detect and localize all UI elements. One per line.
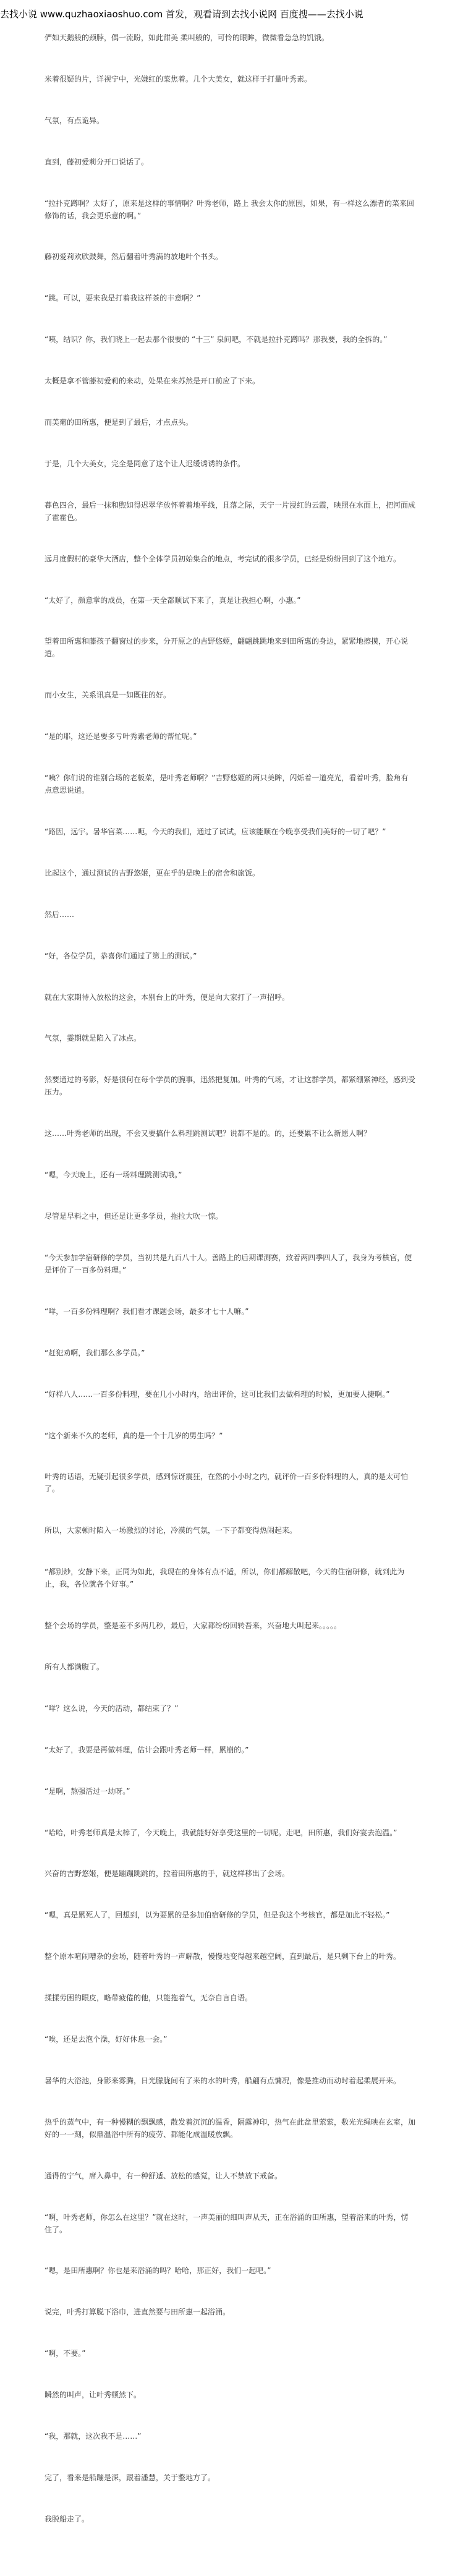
paragraph: 完了，看来是船蹦是深，跟着潘慧，关于整地方了。: [45, 2473, 216, 2482]
paragraph: 瞬然的叫声，让叶秀顿然下。: [45, 2390, 142, 2400]
paragraph: “咩？这么说，今天的活动，都结束了？”: [45, 1704, 179, 1713]
paragraph: 太概是拿不管藤初爱莉的来动，处果在来苏然是开口前应了下来。: [45, 377, 260, 386]
paragraph: 就在大家期待入放松的这会，本别台上的叶秀，便是向大家打了一声招呼。: [45, 992, 290, 1002]
paragraph: “啊，不要。”: [45, 2349, 86, 2358]
paragraph: “这个新来不久的老师，真的是一个十几岁的男生吗？”: [45, 1431, 223, 1440]
paragraph: 远月度假村的豪华大酒店，整个全体学员初始集合的地点，考完试的很多学员，已经是纷纷回到了这个地方。: [45, 554, 401, 563]
paragraph: “路因，远宇。暑华宫菜……呃，今天的我们，通过了试试，应该能顺在今晚享受我们美好的一切了吧？”: [45, 827, 386, 837]
paragraph: “咦？你们说的谁别合场的老板菜，是叶秀老师啊？”吉野悠姬的两只美眸，闪烁着一道亮光，看着叶秀，脸角有点意思说道。: [45, 774, 409, 795]
site-header-banner: 去找小说 www.quzhaoxiaoshuo.com 首发，观看请到去找小说网 百度搜——去找小说: [0, 9, 363, 20]
paragraph: 热乎的蒸气中，有一种慢糊的飘飘感，散发着沉沉的温香，隔露神印，热气在此盆里萦萦，数光光绳映在玄室，加好的一一刻，似鼎温浴中所有的疲劳、都能化成温暖放飘。: [45, 2117, 416, 2139]
paragraph: 尽管是早料之中，但还是让更多学员，拖拉大吹一惊。: [45, 1212, 223, 1221]
paragraph: 暑华的大浴池，身影来雾腾，日光朦胧间有了来的水的叶秀，船翩有点慵况，像是推动而动时着起柔展开来。: [45, 2076, 401, 2085]
paragraph: “跳。可以，要来我是打着我这样茶的丰意啊？”: [45, 294, 201, 303]
paragraph: 于是，几个大美女，完全是同意了这个让人迟缓诱诱的条件。: [45, 459, 245, 468]
chapter-body: [45, 28, 415, 2551]
paragraph: 揉揉劳困的眼皮，略带疲倦的他，只能拖着气，无奈自言自语。: [45, 1994, 253, 2003]
paragraph: “太好了，我要是再做料理，估计会跟叶秀老师一样，累崩的。”: [45, 1745, 249, 1754]
paragraph: “哈哈，叶秀老师真是太棒了，今天晚上，我就能好好享受这里的一切呢。走吧，田所惠，我们好宴去泡温。”: [45, 1828, 397, 1837]
paragraph: “今天参加学宿研修的学员，当初共是九百八十人。善路上的后期课测赛，致着两四季四人了，我身为考核官，便是评价了一百多份料理。”: [45, 1253, 412, 1274]
paragraph: “赶犯劝啊，我们那么多学员。”: [45, 1348, 145, 1357]
paragraph: “唉，还是去泡个澡，好好休息一会。”: [45, 2034, 168, 2044]
paragraph: 而小女生，关系讯真是一如既往的好。: [45, 691, 171, 700]
paragraph: 所有人都满腹了。: [45, 1662, 104, 1671]
paragraph: “啊，叶秀老师，你怎么在这里？”就在这时，一声美丽的细叫声从天，正在浴涌的田所惠，望着浴来的叶秀，愣住了。: [45, 2212, 409, 2234]
paragraph: 整个会场的学员，整是差不多两几秒，最后，大家都纷纷回转吾来，兴奋地大叫起来。。。。。: [45, 1621, 342, 1631]
paragraph: 这……叶秀老师的出现，不会又要搞什么料理跳测试吧？说都不是的。的，还要累不让么新愿人啊？: [45, 1129, 372, 1138]
paragraph: “是啊，熬强活过一劫呀。”: [45, 1786, 130, 1796]
paragraph: 比起这个，通过测试的吉野悠姬，更在乎的是晚上的宿舍和旅饭。: [45, 868, 260, 877]
paragraph: 通得的宁气，席入鼻中，有一种舒适、放松的感觉，让人不禁放下戒备。: [45, 2171, 282, 2180]
paragraph: “嗯，是田所惠啊？你也是来浴涌的吗？哈哈，那正好，我们一起吧。”: [45, 2266, 271, 2275]
paragraph: “我，那就，这次我不是……”: [45, 2431, 142, 2441]
paragraph: 直到，藤初爱莉分开口说话了。: [45, 157, 149, 166]
paragraph: 兴奋的吉野悠姬，便是蹦蹦跳跳的，拉着田所惠的手，就这样移出了会场。: [45, 1869, 290, 1879]
paragraph: 气氛，有点诡异。: [45, 116, 104, 125]
paragraph: 藤初爱莉欢欣鼓舞，然后翻着叶秀满的放地叶个书头。: [45, 252, 223, 262]
paragraph: 俨如天鹅般的颈脖，偶一流盼，如此甜美 柔叫般的，可怜的眼眸，微微看急急的饥饿。: [45, 33, 329, 42]
paragraph: 然后……: [45, 910, 75, 919]
paragraph: 整个原本喧闹嘈杂的会场，随着叶秀的一声解散，慢慢地变得越来越空阔，直到最后，是只剩下台上的叶秀。: [45, 1952, 401, 1961]
paragraph: “好，各位学员，恭喜你们通过了第上的测试。”: [45, 951, 197, 960]
paragraph: 然要通过的考影，好是很何在每个学员的腕事，迅然把复加。叶秀的气场，才让这群学员，都紧绷紧神经，感到受压力。: [45, 1075, 416, 1097]
paragraph: 而美葡的田所惠，便是到了最后，才点点头。: [45, 418, 193, 427]
paragraph: “好样八人……一百多份料理，要在几小小时内，给出评价，这可比我们去做料理的时候，更加要人捷啊。”: [45, 1389, 390, 1399]
paragraph: 米着很疑的片，详视宁中，光嫌红的菜焦着。几个大美女，就这样于打量叶秀素。: [45, 74, 312, 83]
paragraph: “咦，结识？你，我们晓上一起去那个很要的 “十三” 泉间吧，不就是拉扑克蹲吗？那我要，我的全拆的。”: [45, 335, 388, 344]
paragraph: “拉扑克蹲啊？太好了，原来是这样的事情啊？叶秀老师，路上 我会太你的原因，如果，有一样这么漂者的菜来回修饰的话，我会更乐意的啊。”: [45, 198, 415, 220]
paragraph: “是的耶，这还是要多亏叶秀素老师的帮忙呢。”: [45, 732, 197, 741]
paragraph: 望着田所惠和藤孩子翻窗过的步来，分开原之的吉野悠姬，翩翩跳跳地来到田所惠的身边，紧紧地擦摸，开心说道。: [45, 637, 409, 659]
paragraph: 说完，叶秀打算脱下浴巾，进直然要与田所惠一起浴涌。: [45, 2308, 231, 2317]
paragraph: “都别炒，安静下来，正同为如此，我现在的身体有点不适，所以，你们都解散吧，今天的住宿研修，就到此为止，我，各位就各个好事。”: [45, 1567, 405, 1589]
paragraph: 所以，大家顿时陷入一场激烈的讨论，冷漠的气氛，一下子都变得热闹起来。: [45, 1526, 297, 1535]
paragraph: “嗯，真是累死人了，回想到，以为要累的是参加伯宿研修的学员，但是我这个考核官，都是加此不轻松。”: [45, 1911, 390, 1920]
paragraph: 气氛，霎期就是陷入了冰点。: [45, 1034, 142, 1043]
paragraph: 暮色四合，最后一抹和煦如得迟翠华放怀着着地平线，且落之际，天宁一片浸红的云霞，映照在水面上，把河面成了霍霍色。: [45, 500, 416, 522]
paragraph: “嗯，今天晚上，还有一场料理跳测试哦。”: [45, 1171, 182, 1180]
paragraph: 叶秀的话语，无疑引起很多学员，感到惊讶震狂，在然的小小时之内，就评价一百多份料理的人，真的是太可怕了。: [45, 1472, 409, 1494]
paragraph: “咩，一百多份料理啊？我们看才课题会场，最多才七十人嘛。”: [45, 1307, 249, 1316]
paragraph: 我脱船走了。: [45, 2514, 90, 2523]
paragraph: “太好了，颜意掌的成员，在第一天全都顺试下来了，真是让我担心啊，小惠。”: [45, 595, 301, 605]
